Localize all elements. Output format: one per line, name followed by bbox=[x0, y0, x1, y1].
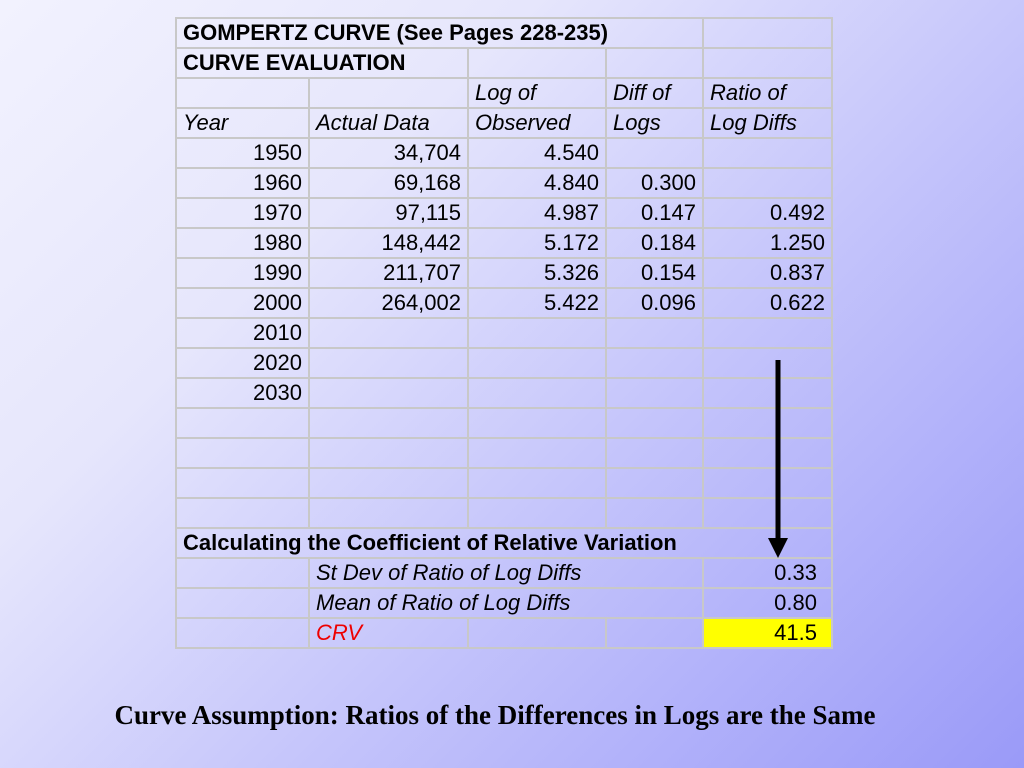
table-cell[interactable] bbox=[606, 498, 703, 528]
table-row bbox=[176, 168, 832, 198]
table-cell[interactable]: 5.172 bbox=[468, 228, 606, 258]
table-cell[interactable] bbox=[606, 618, 703, 648]
table-cell[interactable]: 4.540 bbox=[468, 138, 606, 168]
data-rows bbox=[176, 138, 832, 528]
table-cell[interactable] bbox=[176, 618, 309, 648]
header-cell[interactable] bbox=[176, 78, 309, 108]
table-cell[interactable]: 1990 bbox=[176, 258, 309, 288]
header-cell[interactable]: Year bbox=[176, 108, 309, 138]
table-cell[interactable] bbox=[703, 48, 832, 78]
table-cell[interactable]: 5.422 bbox=[468, 288, 606, 318]
table-cell[interactable]: 1980 bbox=[176, 228, 309, 258]
header-row-2 bbox=[176, 108, 832, 138]
table-cell[interactable] bbox=[468, 408, 606, 438]
table-row bbox=[176, 198, 832, 228]
table-cell[interactable] bbox=[468, 348, 606, 378]
table-cell[interactable]: 1970 bbox=[176, 198, 309, 228]
table-cell[interactable] bbox=[309, 348, 468, 378]
table-cell[interactable]: 0.300 bbox=[606, 168, 703, 198]
table-cell[interactable]: 0.147 bbox=[606, 198, 703, 228]
table-cell[interactable] bbox=[309, 438, 468, 468]
table-row bbox=[176, 258, 832, 288]
table-cell[interactable] bbox=[176, 438, 309, 468]
header-cell[interactable]: Log Diffs bbox=[703, 108, 832, 138]
table-cell[interactable]: 5.326 bbox=[468, 258, 606, 288]
table-cell[interactable]: 2030 bbox=[176, 378, 309, 408]
table-cell[interactable] bbox=[468, 468, 606, 498]
table-row bbox=[176, 468, 832, 498]
crv-value[interactable]: 41.5 bbox=[703, 618, 832, 648]
table-cell[interactable]: 0.096 bbox=[606, 288, 703, 318]
table-cell[interactable] bbox=[176, 468, 309, 498]
table-cell[interactable]: 1950 bbox=[176, 138, 309, 168]
table-cell[interactable] bbox=[468, 318, 606, 348]
table-cell[interactable]: 0.154 bbox=[606, 258, 703, 288]
table-row bbox=[176, 408, 832, 438]
table-cell[interactable]: 1960 bbox=[176, 168, 309, 198]
table-cell[interactable] bbox=[703, 318, 832, 348]
table-cell[interactable] bbox=[606, 48, 703, 78]
table-cell[interactable] bbox=[606, 138, 703, 168]
table-cell[interactable] bbox=[703, 18, 832, 48]
table-cell[interactable] bbox=[309, 378, 468, 408]
header-cell[interactable]: Actual Data bbox=[309, 108, 468, 138]
calc-row-mean bbox=[176, 588, 832, 618]
header-row-1 bbox=[176, 78, 832, 108]
table-row bbox=[176, 288, 832, 318]
subtitle-row bbox=[176, 48, 832, 78]
table-cell[interactable] bbox=[176, 498, 309, 528]
header-cell[interactable]: Diff of bbox=[606, 78, 703, 108]
table-cell[interactable] bbox=[176, 408, 309, 438]
table-cell[interactable] bbox=[606, 408, 703, 438]
table-cell[interactable]: 0.184 bbox=[606, 228, 703, 258]
header-cell[interactable]: Log of bbox=[468, 78, 606, 108]
table-title: GOMPERTZ CURVE (See Pages 228-235) bbox=[176, 18, 703, 48]
table-cell[interactable] bbox=[606, 378, 703, 408]
table-cell[interactable] bbox=[309, 498, 468, 528]
header-cell[interactable]: Logs bbox=[606, 108, 703, 138]
table-cell[interactable] bbox=[309, 318, 468, 348]
table-cell[interactable]: 0.837 bbox=[703, 258, 832, 288]
header-cell[interactable] bbox=[309, 78, 468, 108]
title-row bbox=[176, 18, 832, 48]
table-cell[interactable] bbox=[703, 138, 832, 168]
table-cell[interactable] bbox=[606, 318, 703, 348]
table-cell[interactable]: 34,704 bbox=[309, 138, 468, 168]
table-cell[interactable]: 2020 bbox=[176, 348, 309, 378]
gompertz-table bbox=[175, 17, 833, 649]
table-cell[interactable]: 4.987 bbox=[468, 198, 606, 228]
mean-value[interactable]: 0.80 bbox=[703, 588, 832, 618]
table-row bbox=[176, 138, 832, 168]
table-cell[interactable] bbox=[309, 408, 468, 438]
calc-row-crv bbox=[176, 618, 832, 648]
table-cell[interactable]: 2010 bbox=[176, 318, 309, 348]
table-cell[interactable]: 4.840 bbox=[468, 168, 606, 198]
table-subtitle: CURVE EVALUATION bbox=[176, 48, 468, 78]
table-row bbox=[176, 498, 832, 528]
crv-label: CRV bbox=[309, 618, 468, 648]
table-cell[interactable]: 264,002 bbox=[309, 288, 468, 318]
table-cell[interactable]: 148,442 bbox=[309, 228, 468, 258]
down-arrow-icon bbox=[766, 360, 790, 560]
table-cell[interactable] bbox=[468, 378, 606, 408]
table-cell[interactable] bbox=[468, 438, 606, 468]
calc-row-stdev bbox=[176, 558, 832, 588]
table-row bbox=[176, 348, 832, 378]
table-cell[interactable] bbox=[468, 618, 606, 648]
caption: Curve Assumption: Ratios of the Differences in Logs are the Same bbox=[114, 700, 876, 730]
table-cell[interactable] bbox=[606, 438, 703, 468]
stdev-label: St Dev of Ratio of Log Diffs bbox=[309, 558, 703, 588]
header-cell[interactable]: Ratio of bbox=[703, 78, 832, 108]
table-cell[interactable]: 1.250 bbox=[703, 228, 832, 258]
table-cell[interactable] bbox=[606, 468, 703, 498]
calc-heading-row bbox=[176, 528, 832, 558]
stdev-value[interactable]: 0.33 bbox=[703, 558, 832, 588]
table-cell[interactable]: 2000 bbox=[176, 288, 309, 318]
mean-label: Mean of Ratio of Log Diffs bbox=[309, 588, 703, 618]
table-row bbox=[176, 378, 832, 408]
table-cell[interactable]: 0.492 bbox=[703, 198, 832, 228]
table-cell[interactable]: 211,707 bbox=[309, 258, 468, 288]
calc-heading: Calculating the Coefficient of Relative Variation bbox=[176, 528, 832, 558]
table-row bbox=[176, 438, 832, 468]
table-row bbox=[176, 318, 832, 348]
table-cell[interactable]: 97,115 bbox=[309, 198, 468, 228]
table-cell[interactable] bbox=[176, 558, 309, 588]
table-cell[interactable] bbox=[176, 588, 309, 618]
table-cell[interactable] bbox=[703, 168, 832, 198]
table-cell[interactable] bbox=[606, 348, 703, 378]
table-cell[interactable] bbox=[468, 498, 606, 528]
table-row bbox=[176, 228, 832, 258]
header-cell[interactable]: Observed bbox=[468, 108, 606, 138]
table-cell[interactable] bbox=[468, 48, 606, 78]
table-cell[interactable]: 69,168 bbox=[309, 168, 468, 198]
table-cell[interactable] bbox=[309, 468, 468, 498]
table-cell[interactable]: 0.622 bbox=[703, 288, 832, 318]
